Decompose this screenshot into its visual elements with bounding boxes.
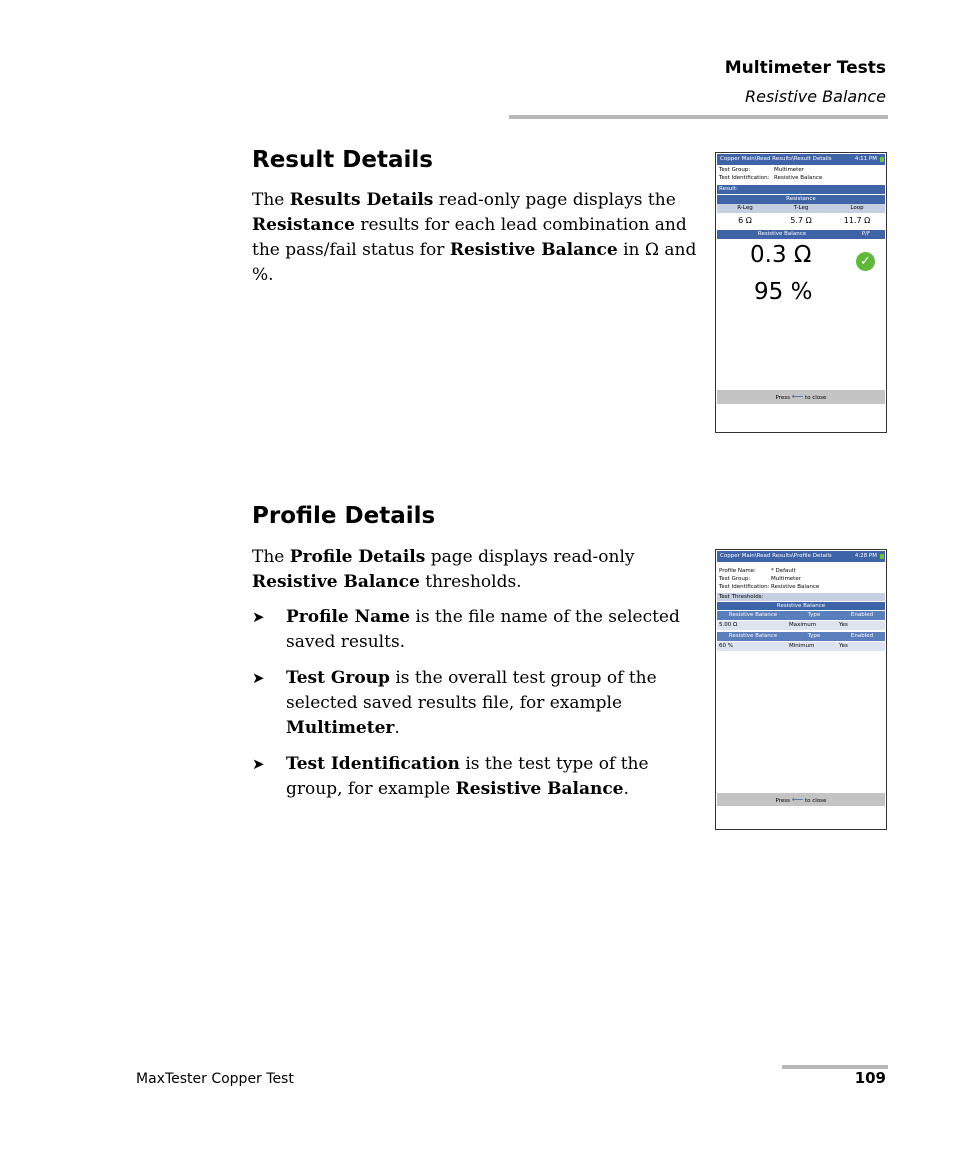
back-arrow-icon: ⟵ [791,795,804,804]
profile-details-screenshot [715,549,887,830]
col-t-leg: T-Leg [793,205,809,211]
balance-pct-value: 95 % [754,279,813,305]
test-group-row: Test Group: Multimeter [719,576,801,582]
pass-check-icon: ✓ [856,252,875,271]
screen-time: 4:11 PM [854,156,877,162]
bullet-arrow-icon: ➤ [252,608,265,626]
result-details-heading: Result Details [252,147,433,173]
balance-header: Resistive Balance [757,231,807,237]
header-rule [509,115,888,119]
resistance-columns [717,204,885,213]
test-group-row: Test Group: Multimeter [719,167,804,173]
bullet-test-group: ➤ Test Group is the overall test group of the selected saved results file, for example Multimeter. [252,668,657,738]
footer-doc-title: MaxTester Copper Test [136,1071,294,1087]
profile-details-paragraph: The Profile Details page displays read-only Resistive Balance thresholds. [252,547,635,592]
battery-icon [880,554,884,559]
bullet-profile-name: ➤ Profile Name is the file name of the selected saved results. [252,607,680,652]
screen-footer: Press ⟵ to close [717,793,885,806]
test-id-row: Test Identification: Resistive Balance [719,584,820,590]
resistance-values [717,214,885,228]
col-loop: Loop [850,205,864,211]
col-r-leg: R-Leg [737,205,753,211]
screen-title: Copper Main\Read Results\Result Details [720,156,832,162]
bullet-arrow-icon: ➤ [252,669,265,687]
resistance-header: Resistance [717,195,885,204]
profile-bullet-list [252,605,710,813]
screen-title: Copper Main\Read Results\Profile Details [720,553,832,559]
battery-icon [880,157,884,162]
page-number: 109 [854,1069,886,1087]
threshold-row-ohm: 5.00 Ω Maximum Yes [717,621,885,630]
screen-titlebar [717,154,885,165]
running-header-subtitle: Resistive Balance [744,87,886,106]
screen-titlebar [717,551,885,562]
val-loop: 11.7 Ω [843,216,871,225]
balance-ohm-value: 0.3 Ω [750,242,812,268]
back-arrow-icon: ⟵ [791,392,804,401]
thresholds-label: Test Thresholds: [717,593,885,601]
threshold-table-header-2: Resistive Balance Type Enabled [717,632,885,641]
profile-details-heading: Profile Details [252,503,436,529]
threshold-table-header-1: Resistive Balance Type Enabled [717,611,885,620]
profile-name-row: Profile Name: * Default [719,568,796,574]
threshold-row-pct: 60 % Minimum Yes [717,642,885,651]
threshold-group-header: Resistive Balance [717,602,885,610]
pf-header: P/F [861,231,871,237]
val-r-leg: 6 Ω [738,216,752,225]
bullet-arrow-icon: ➤ [252,755,265,773]
screen-time: 4:28 PM [854,553,877,559]
result-label-bar: Result: [717,185,885,194]
result-details-screenshot [715,152,887,433]
bullet-test-identification: ➤ Test Identification is the test type of the group, for example Resistive Balance. [252,754,649,799]
result-details-paragraph: The Results Details read-only page displays the Resistance results for each lead combination and the pass/fail status for Resistive Balance in Ω and %. [252,190,697,285]
val-t-leg: 5.7 Ω [790,216,812,225]
running-header-title: Multimeter Tests [724,58,886,78]
balance-header-bar [717,230,885,239]
screen-footer: Press ⟵ to close [717,390,885,404]
test-id-row: Test Identification: Resistive Balance [719,175,823,181]
